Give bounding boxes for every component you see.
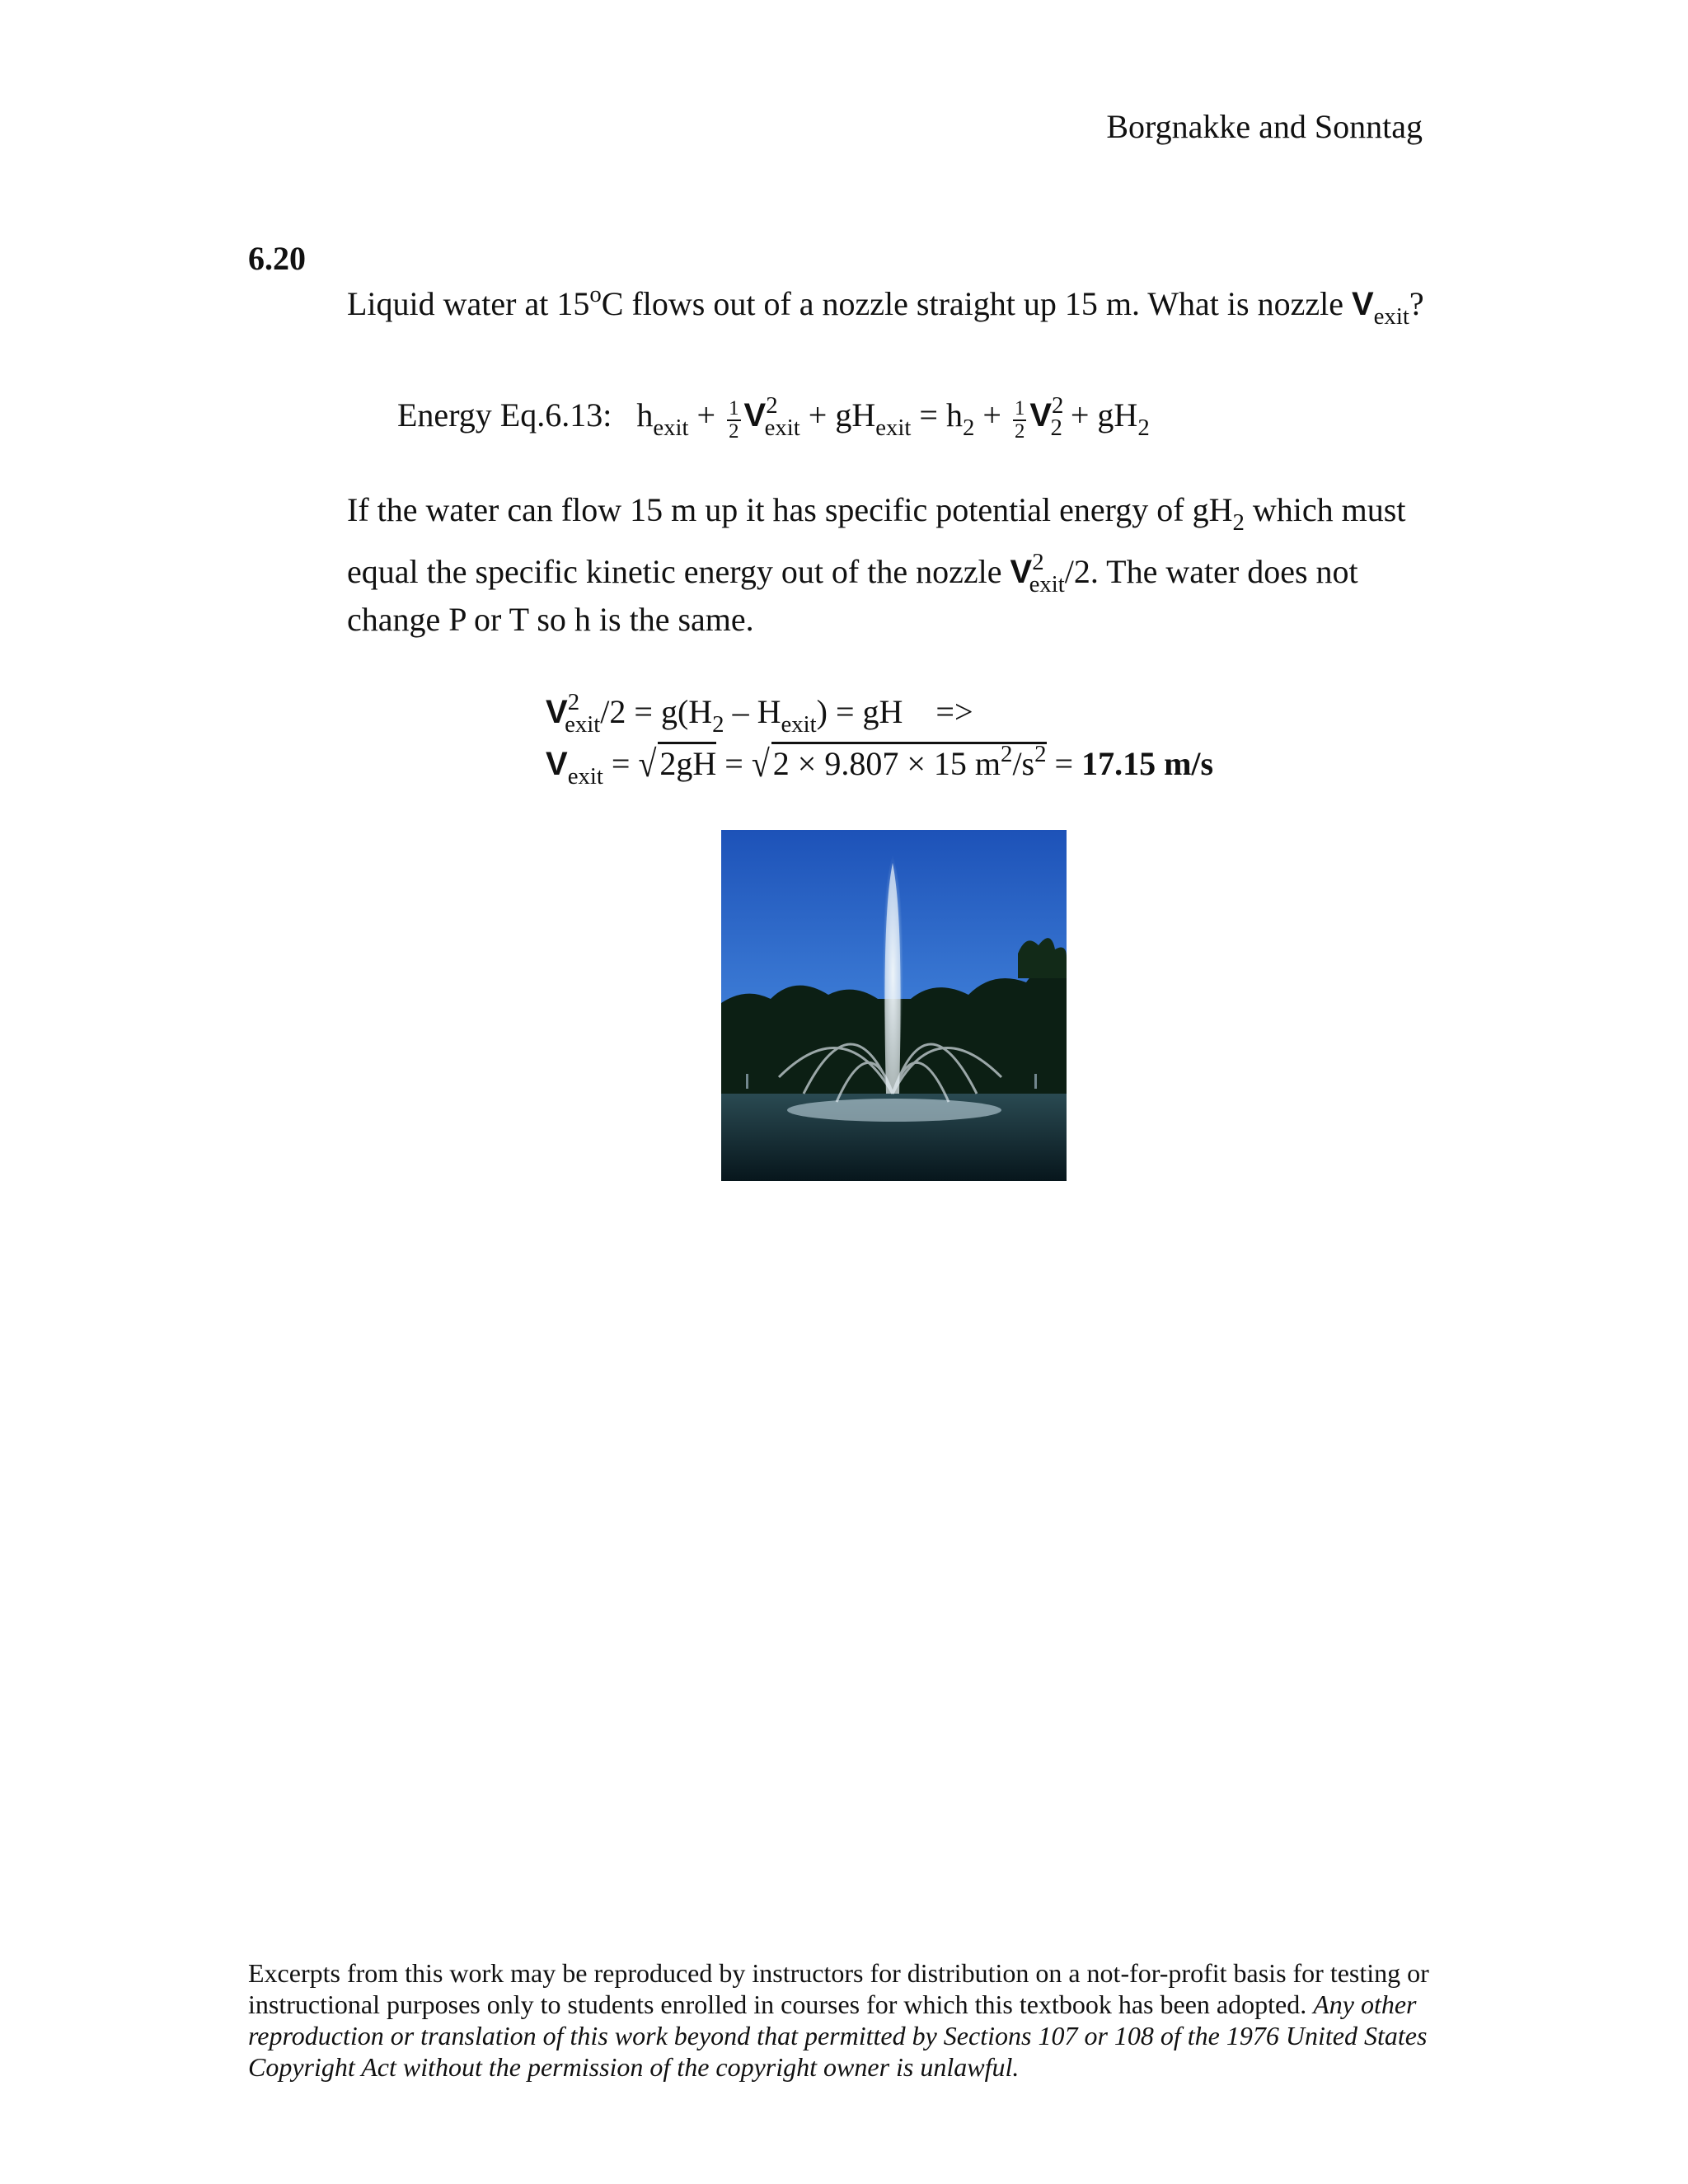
square-root-icon: √ (638, 742, 657, 785)
one-half-fraction: $\frac{1}{2}$ (729, 396, 739, 443)
final-result: 17.15 m/s (1081, 745, 1214, 782)
header-authors: Borgnakke and Sonntag (1106, 108, 1423, 145)
page-header (1106, 107, 1423, 146)
explanation-paragraph (347, 486, 1451, 643)
problem-question: Liquid water at 15$^o$C flows out of a nozzle straight up 15 m. What is nozzle $V_{exit}$? (347, 281, 1424, 330)
footer-italic-text: Any other reproduction or translation of this work beyond that permitted by Sections 107 or 108 of the 1976 United States Copyright Act without the permission of the copyright owner is unlawful. (248, 1990, 1428, 2082)
one-half-fraction: $\frac{1}{2}$ (1014, 396, 1025, 443)
problem-number: 6.20 (248, 240, 306, 277)
square-root-icon: √ (751, 742, 770, 785)
fountain-photo (721, 830, 1067, 1181)
energy-equation: Energy Eq.6.13: $h_{exit}$ + $\frac{1}{2}$ $V^2_{exit} + gH_{exit} = h_2$ + $\frac{1}{2}$ $V^2_2 + gH_2$ (397, 392, 1150, 443)
equation-label: Energy Eq.6.13: (397, 396, 612, 434)
derivation-line-2: $V_{exit}$ = √ 2gH = √ 2 × 9.807 × 15 $m^2/s^2 = 17.15$ m/s (546, 741, 1214, 790)
derivation-line-1: $V^2_{exit}/2 = g(H_2 - H_{exit})$ = gH => (546, 689, 973, 738)
footer-text: Excerpts from this work may be reproduced by instructors for distribution on a not-for-profit basis for testing or instructional purposes only to students enrolled in courses for which this textbook has been adopted. (248, 1958, 1429, 2019)
explanation-line: equal the specific kinetic energy out of the nozzle $V^2_{exit}/2$. The water does not (347, 549, 1358, 598)
explanation-line: change P or T so h is the same. (347, 601, 754, 638)
copyright-footer (248, 1957, 1435, 2083)
explanation-line: If the water can flow 15 m up it has specific potential energy of $gH_2$ which must (347, 491, 1406, 536)
